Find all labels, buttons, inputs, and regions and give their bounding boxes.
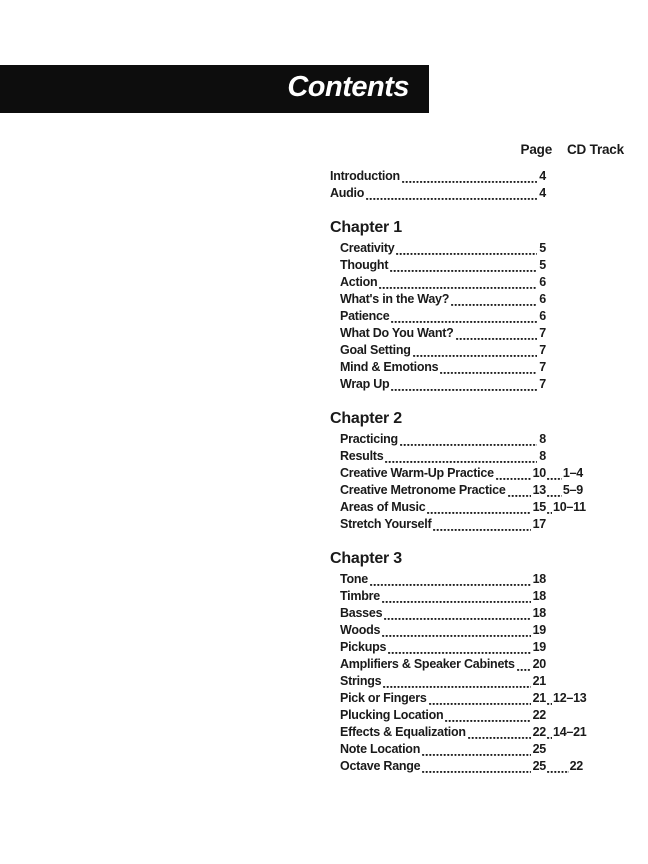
toc-rows: [330, 571, 587, 775]
toc-row: [340, 516, 583, 533]
dot-leader: [382, 597, 531, 603]
dot-leader: [422, 750, 531, 756]
toc-rows: [330, 168, 583, 202]
toc-entry-title: Areas of Music: [340, 500, 426, 514]
toc-row-main: [340, 448, 546, 465]
page-number: 5: [539, 241, 546, 255]
page-column-header: Page: [520, 142, 552, 157]
toc-row: [340, 690, 587, 707]
toc-entry-title: Amplifiers & Speaker Cabinets: [340, 657, 515, 671]
dot-leader: [383, 682, 530, 688]
toc-entry-title: What Do You Want?: [340, 326, 454, 340]
toc-row-track: [546, 499, 586, 516]
cd-track-number: 14–21: [553, 725, 587, 739]
page-number: 18: [532, 589, 546, 603]
page-number: 25: [532, 759, 546, 773]
dot-leader: [400, 440, 537, 446]
toc-row: [340, 325, 583, 342]
page-number: 7: [539, 360, 546, 374]
toc-row: [340, 656, 583, 673]
toc-row: [340, 359, 583, 376]
toc-row-main: [340, 516, 546, 533]
toc-entry-title: Introduction: [330, 169, 400, 183]
toc-row-main: [340, 622, 546, 639]
dot-leader: [385, 457, 537, 463]
toc-row: [340, 499, 586, 516]
toc-entry-title: Action: [340, 275, 378, 289]
cd-track-number: 1–4: [562, 466, 583, 480]
dot-leader: [468, 733, 531, 739]
page-number: 20: [532, 657, 546, 671]
chapter-section: [330, 409, 620, 533]
page-number: 15: [532, 500, 546, 514]
toc-entry-title: Tone: [340, 572, 368, 586]
page-number: 6: [539, 309, 546, 323]
toc-row: [340, 588, 583, 605]
contents-banner: [0, 65, 429, 113]
dot-leader: [547, 474, 562, 480]
toc-row: [340, 639, 583, 656]
toc-entry-title: Audio: [330, 186, 365, 200]
page-number: 21: [532, 674, 546, 688]
toc-row-main: [340, 291, 546, 308]
page-number: 18: [532, 606, 546, 620]
toc-row: [330, 168, 583, 185]
dot-leader: [508, 491, 531, 497]
cd-track-number: 5–9: [562, 483, 583, 497]
dot-leader: [370, 580, 531, 586]
toc-row: [340, 707, 583, 724]
toc-row-main: [340, 376, 546, 393]
cd-track-column-header: CD Track: [567, 142, 624, 157]
intro-section: [330, 168, 620, 202]
toc-row: [340, 376, 583, 393]
dot-leader: [517, 665, 531, 671]
toc-row-main: [340, 274, 546, 291]
page-number: 17: [532, 517, 546, 531]
toc-entry-title: Creativity: [340, 241, 395, 255]
toc-row: [340, 571, 583, 588]
chapter-section: [330, 218, 620, 393]
toc-row-main: [340, 482, 546, 499]
toc-row-main: [340, 690, 546, 707]
toc-row-main: [340, 240, 546, 257]
toc-row: [340, 342, 583, 359]
toc-row-main: [340, 639, 546, 656]
toc-row-main: [340, 741, 546, 758]
toc-entry-title: Woods: [340, 623, 381, 637]
chapter-section: [330, 549, 620, 775]
toc-row: [340, 291, 583, 308]
chapter-heading: Chapter 2: [330, 410, 402, 427]
toc-row: [340, 308, 583, 325]
page-number: 7: [539, 343, 546, 357]
page-number: 7: [539, 326, 546, 340]
page-number: 19: [532, 623, 546, 637]
toc-entry-title: Timbre: [340, 589, 380, 603]
toc-entry-title: Note Location: [340, 742, 421, 756]
toc-row: [340, 673, 583, 690]
toc-row: [340, 431, 583, 448]
toc-row: [340, 465, 583, 482]
toc-row: [340, 240, 583, 257]
dot-leader: [445, 716, 530, 722]
toc-row-main: [340, 588, 546, 605]
toc-row-main: [340, 308, 546, 325]
page-number: 8: [539, 449, 546, 463]
dot-leader: [440, 368, 537, 374]
dot-leader: [547, 508, 552, 514]
dot-leader: [382, 631, 530, 637]
dot-leader: [451, 300, 537, 306]
dot-leader: [384, 614, 530, 620]
toc-entry-title: Basses: [340, 606, 383, 620]
cd-track-number: 22: [569, 759, 583, 773]
toc-row-main: [340, 431, 546, 448]
toc-row-main: [340, 342, 546, 359]
page-number: 6: [539, 275, 546, 289]
page-number: 13: [532, 483, 546, 497]
toc-entry-title: Wrap Up: [340, 377, 390, 391]
dot-leader: [379, 283, 537, 289]
page-number: 4: [539, 169, 546, 183]
toc-row-track: [546, 724, 587, 741]
dot-leader: [429, 699, 531, 705]
chapter-heading: Chapter 3: [330, 550, 402, 567]
toc-entry-title: Patience: [340, 309, 390, 323]
toc-row-main: [330, 185, 546, 202]
chapter-heading: Chapter 1: [330, 219, 402, 236]
toc-sections: [330, 168, 620, 775]
toc-entry-title: Pickups: [340, 640, 387, 654]
cd-track-number: 10–11: [553, 500, 586, 514]
page-number: 8: [539, 432, 546, 446]
toc-row-main: [340, 499, 546, 516]
dot-leader: [547, 733, 552, 739]
toc-row: [340, 622, 583, 639]
toc-entry-title: Effects & Equalization: [340, 725, 466, 739]
toc-entry-title: Strings: [340, 674, 382, 688]
toc-row: [340, 482, 583, 499]
table-of-contents: [330, 142, 624, 775]
toc-row-track: [546, 465, 583, 482]
toc-row-main: [340, 656, 546, 673]
dot-leader: [390, 266, 537, 272]
dot-leader: [427, 508, 530, 514]
toc-entry-title: Pick or Fingers: [340, 691, 427, 705]
toc-entry-title: Thought: [340, 258, 389, 272]
toc-entry-title: Creative Metronome Practice: [340, 483, 506, 497]
column-headers: [330, 142, 624, 158]
toc-entry-title: Goal Setting: [340, 343, 411, 357]
toc-row-main: [330, 168, 546, 185]
dot-leader: [413, 351, 538, 357]
toc-entry-title: Mind & Emotions: [340, 360, 439, 374]
dot-leader: [547, 491, 562, 497]
toc-row: [330, 185, 583, 202]
toc-row-main: [340, 325, 546, 342]
dot-leader: [402, 177, 537, 183]
toc-row: [340, 448, 583, 465]
dot-leader: [456, 334, 538, 340]
toc-entry-title: What's in the Way?: [340, 292, 450, 306]
toc-entry-title: Stretch Yourself: [340, 517, 432, 531]
toc-row-main: [340, 257, 546, 274]
page-title: Contents: [287, 71, 409, 103]
toc-row: [340, 605, 583, 622]
toc-row-track: [546, 690, 587, 707]
toc-entry-title: Octave Range: [340, 759, 421, 773]
toc-rows: [330, 240, 583, 393]
toc-row-main: [340, 571, 546, 588]
toc-row: [340, 274, 583, 291]
toc-entry-title: Practicing: [340, 432, 398, 446]
page-number: 5: [539, 258, 546, 272]
toc-row-main: [340, 707, 546, 724]
dot-leader: [366, 194, 537, 200]
page-number: 10: [532, 466, 546, 480]
page-number: 21: [532, 691, 546, 705]
page-number: 22: [532, 708, 546, 722]
dot-leader: [496, 474, 531, 480]
page-number: 4: [539, 186, 546, 200]
page-number: 6: [539, 292, 546, 306]
toc-row-main: [340, 758, 546, 775]
dot-leader: [422, 767, 530, 773]
dot-leader: [547, 699, 552, 705]
cd-track-number: 12–13: [553, 691, 587, 705]
toc-row: [340, 758, 583, 775]
toc-entry-title: Plucking Location: [340, 708, 444, 722]
page-number: 18: [532, 572, 546, 586]
dot-leader: [391, 317, 537, 323]
dot-leader: [433, 525, 530, 531]
page-number: 7: [539, 377, 546, 391]
toc-row-main: [340, 724, 546, 741]
toc-row-main: [340, 673, 546, 690]
page-number: 19: [532, 640, 546, 654]
toc-entry-title: Creative Warm-Up Practice: [340, 466, 494, 480]
dot-leader: [396, 249, 537, 255]
toc-row: [340, 257, 583, 274]
dot-leader: [391, 385, 537, 391]
dot-leader: [547, 767, 569, 773]
toc-rows: [330, 431, 586, 533]
page-number: 25: [532, 742, 546, 756]
toc-row-main: [340, 359, 546, 376]
toc-row-track: [546, 758, 583, 775]
toc-entry-title: Results: [340, 449, 384, 463]
toc-row-main: [340, 605, 546, 622]
dot-leader: [388, 648, 530, 654]
toc-row-main: [340, 465, 546, 482]
page-number: 22: [532, 725, 546, 739]
toc-row: [340, 724, 587, 741]
toc-row-track: [546, 482, 583, 499]
toc-row: [340, 741, 583, 758]
